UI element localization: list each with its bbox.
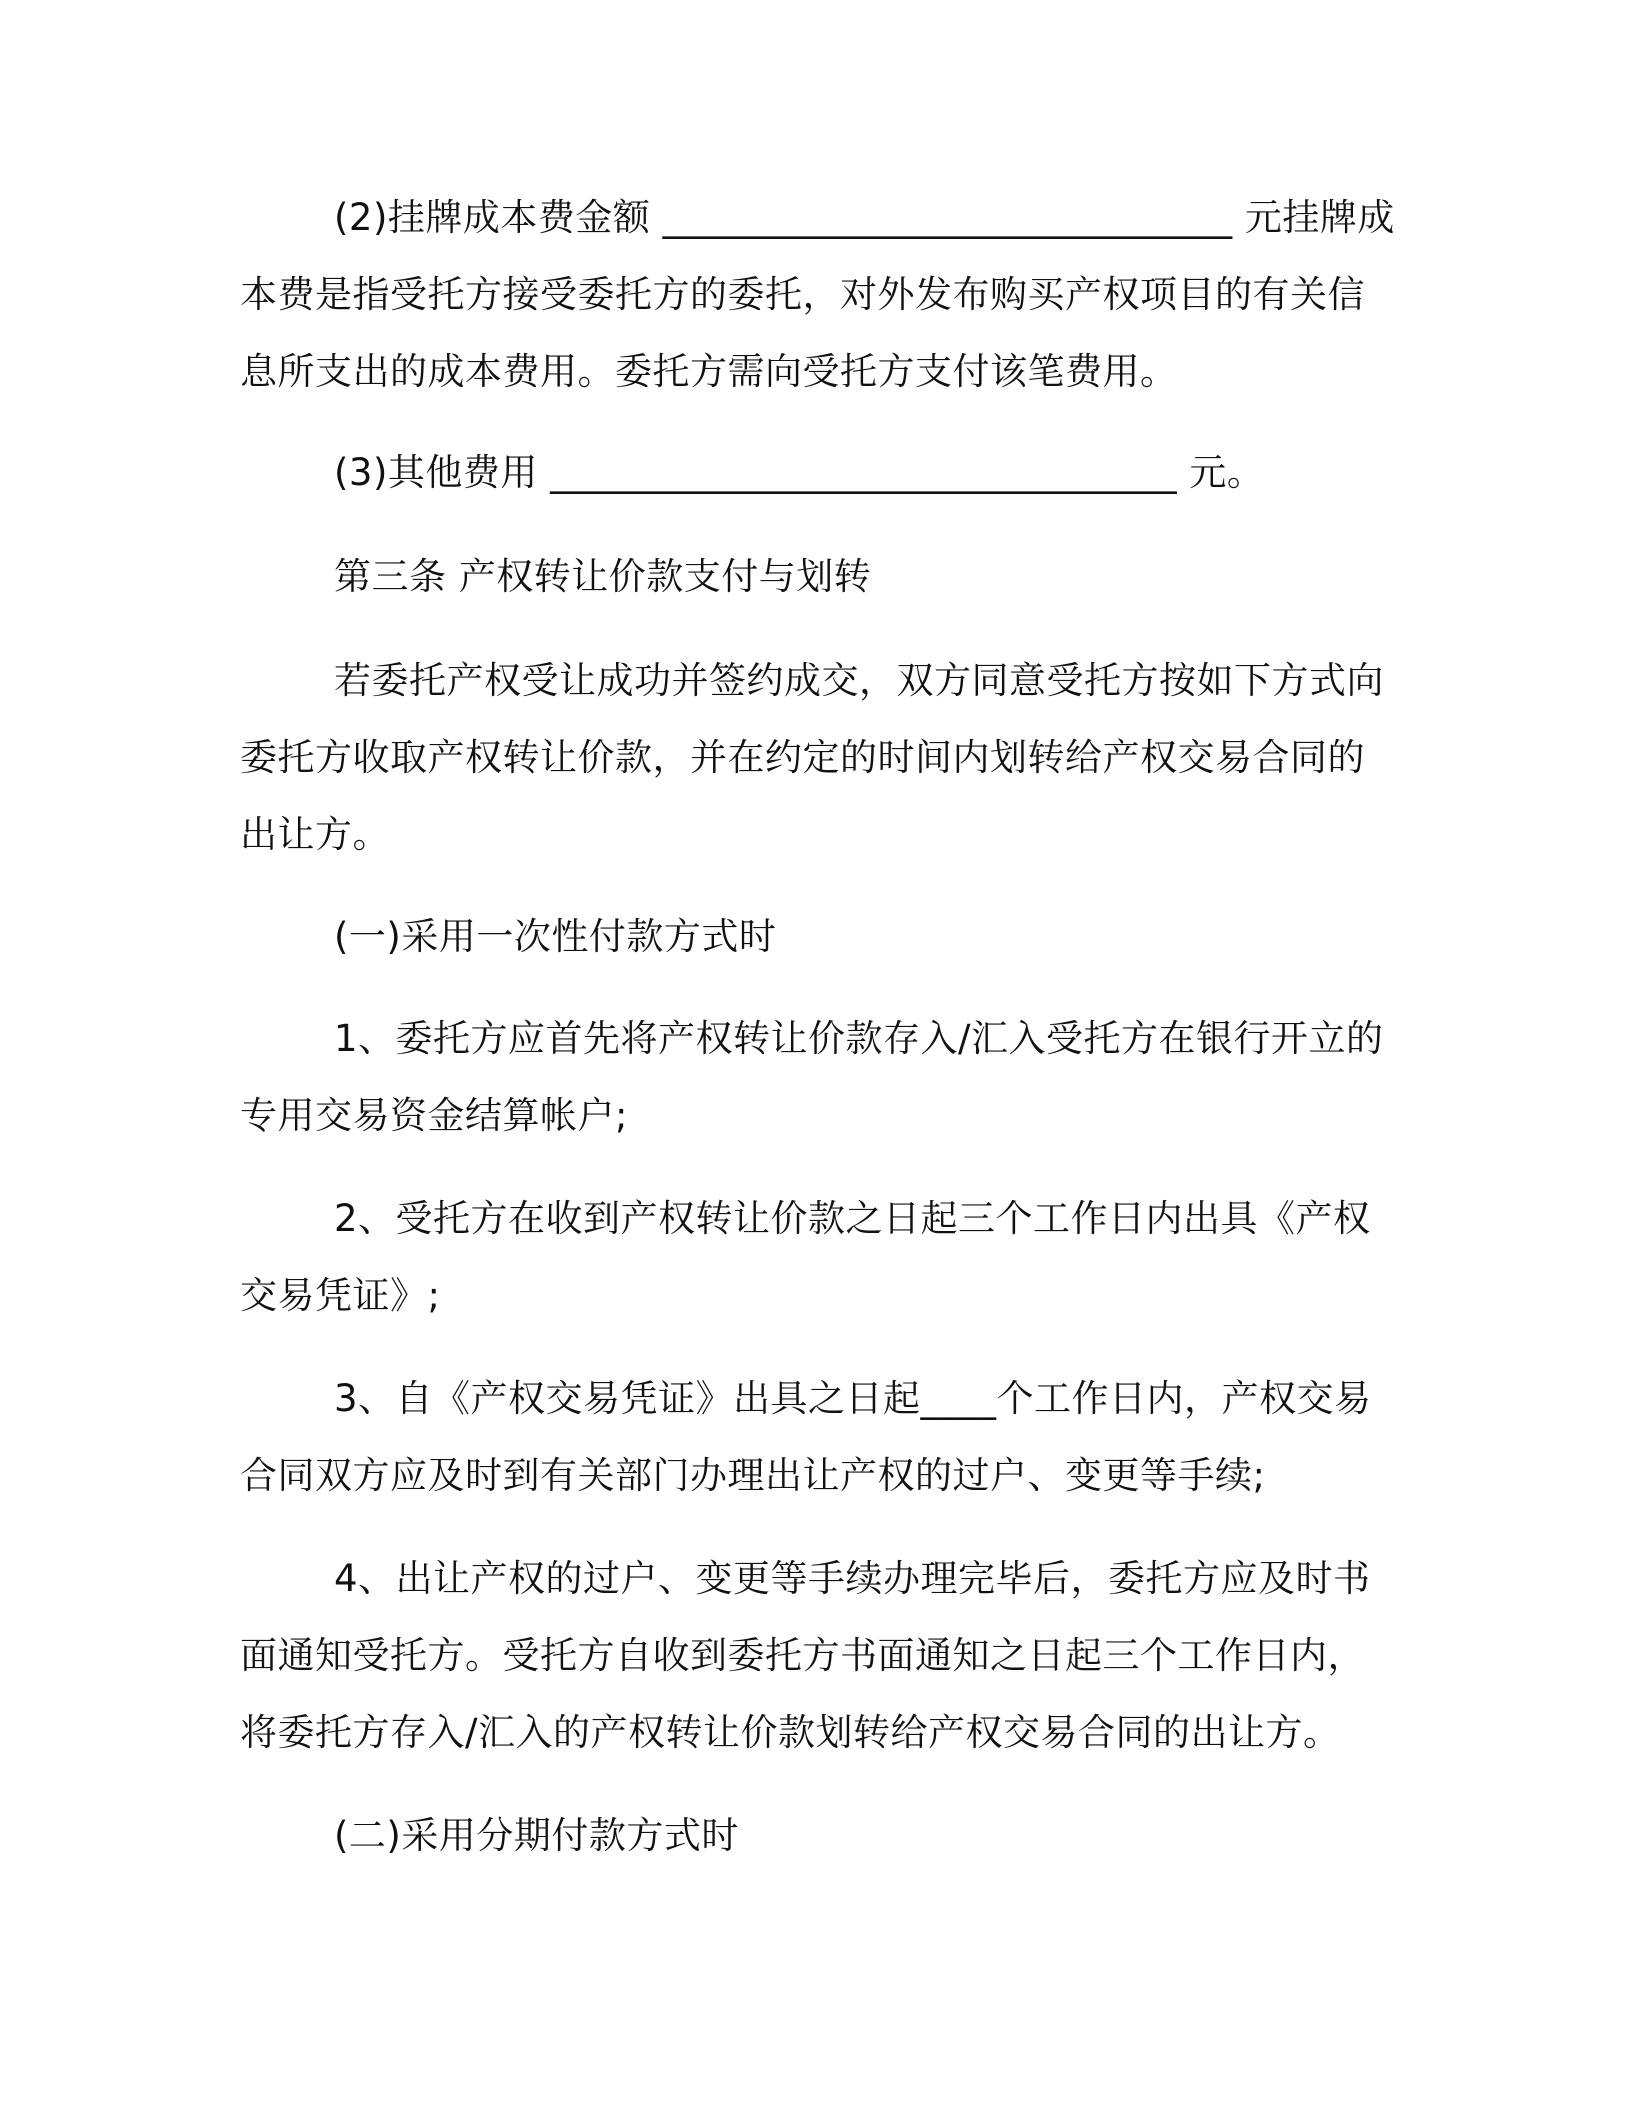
clause-1 — [240, 1000, 1384, 1154]
clause-2 — [240, 1180, 1375, 1334]
text-line: 3、自《产权交易凭证》出具之日起____个工作日内，产权交易 — [334, 1377, 1372, 1420]
text-line: 专用交易资金结算帐户; — [240, 1094, 628, 1137]
paragraph-payment-intro — [240, 642, 1384, 873]
text-line: 委托方收取产权转让价款，并在约定的时间内划转给产权交易合同的 — [240, 736, 1365, 779]
section-lump-sum-heading — [240, 898, 1375, 975]
text-line: 面通知受托方。受托方自收到委托方书面通知之日起三个工作日内， — [240, 1634, 1365, 1677]
text-line: (二)采用分期付款方式时 — [334, 1814, 739, 1857]
text-line: 2、受托方在收到产权转让价款之日起三个工作日内出具《产权 — [334, 1197, 1371, 1240]
section-installment-heading — [240, 1797, 1375, 1874]
paragraph-listing-cost — [240, 179, 1395, 410]
paragraph-other-fees — [240, 434, 1375, 511]
clause-4 — [240, 1540, 1375, 1771]
text-line: (2)挂牌成本费金额 ______________________________ 元挂牌成 — [334, 196, 1395, 239]
text-line: (一)采用一次性付款方式时 — [334, 915, 777, 958]
text-line: 若委托产权受让成功并签约成交，双方同意受托方按如下方式向 — [334, 659, 1384, 702]
text-line: 本费是指受托方接受委托方的委托，对外发布购买产权项目的有关信 — [240, 273, 1365, 316]
text-line: 4、出让产权的过户、变更等手续办理完毕后，委托方应及时书 — [334, 1557, 1371, 1600]
text-line: 出让方。 — [240, 813, 390, 856]
text-line: 合同双方应及时到有关部门办理出让产权的过户、变更等手续; — [240, 1454, 1266, 1497]
clause-3 — [240, 1360, 1375, 1514]
text-line: 1、委托方应首先将产权转让价款存入/汇入受托方在银行开立的 — [334, 1017, 1384, 1060]
article-3-heading — [240, 538, 1375, 615]
text-line: 息所支出的成本费用。委托方需向受托方支付该笔费用。 — [240, 350, 1178, 393]
text-line: 将委托方存入/汇入的产权转让价款划转给产权交易合同的出让方。 — [240, 1711, 1341, 1754]
text-line: 交易凭证》; — [240, 1274, 441, 1317]
text-line: (3)其他费用 _________________________________ 元。 — [334, 451, 1265, 494]
text-line: 第三条 产权转让价款支付与划转 — [334, 555, 872, 598]
